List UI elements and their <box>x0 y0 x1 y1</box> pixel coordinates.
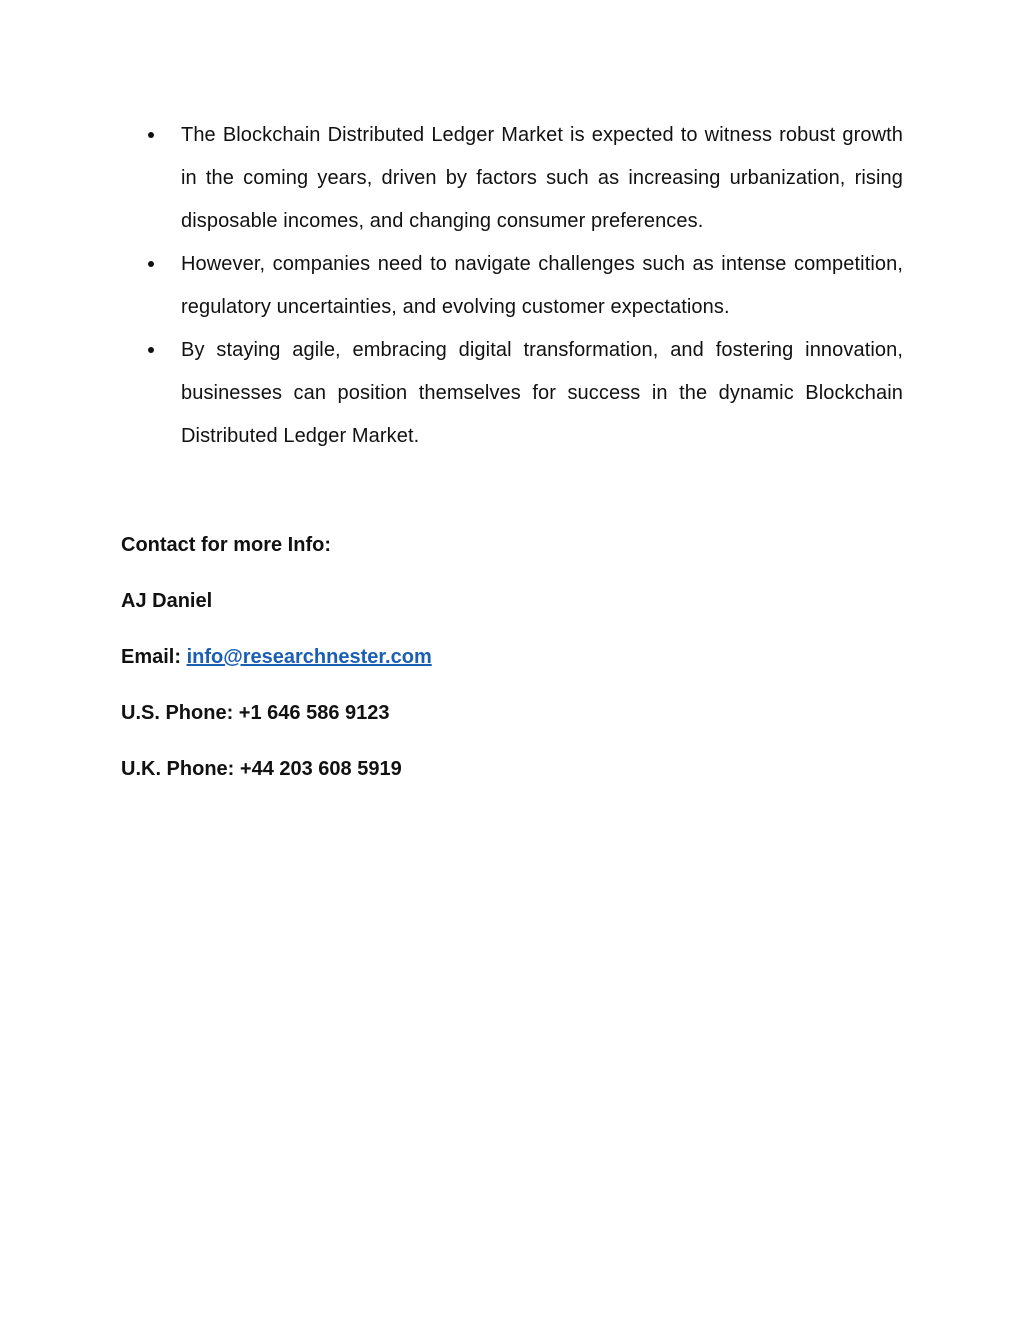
email-label: Email: <box>121 646 187 668</box>
contact-heading: Contact for more Info: <box>121 534 331 556</box>
bullet-text: The Blockchain Distributed Ledger Market is expected to witness robust growth in the coming years, driven by factors such as increasing urbanization, rising disposable incomes, and changing consumer preferences. <box>181 124 903 232</box>
us-phone: U.S. Phone: +1 646 586 9123 <box>121 702 390 724</box>
bullet-list <box>121 114 903 458</box>
bullet-icon <box>148 347 154 353</box>
email-link[interactable]: info@researchnester.com <box>186 646 432 668</box>
bullet-item <box>121 329 903 458</box>
uk-phone: U.K. Phone: +44 203 608 5919 <box>121 758 402 780</box>
bullet-text: However, companies need to navigate challenges such as intense competition, regulatory uncertainties, and evolving customer expectations. <box>181 253 903 318</box>
contact-email-row <box>121 644 721 670</box>
bullet-icon <box>148 261 154 267</box>
bullet-item <box>121 243 903 329</box>
contact-name: AJ Daniel <box>121 590 213 612</box>
bullet-icon <box>148 132 154 138</box>
bullet-item <box>121 114 903 243</box>
bullet-text: By staying agile, embracing digital transformation, and fostering innovation, businesses can position themselves for success in the dynamic Blockchain Distributed Ledger Market. <box>181 339 903 447</box>
